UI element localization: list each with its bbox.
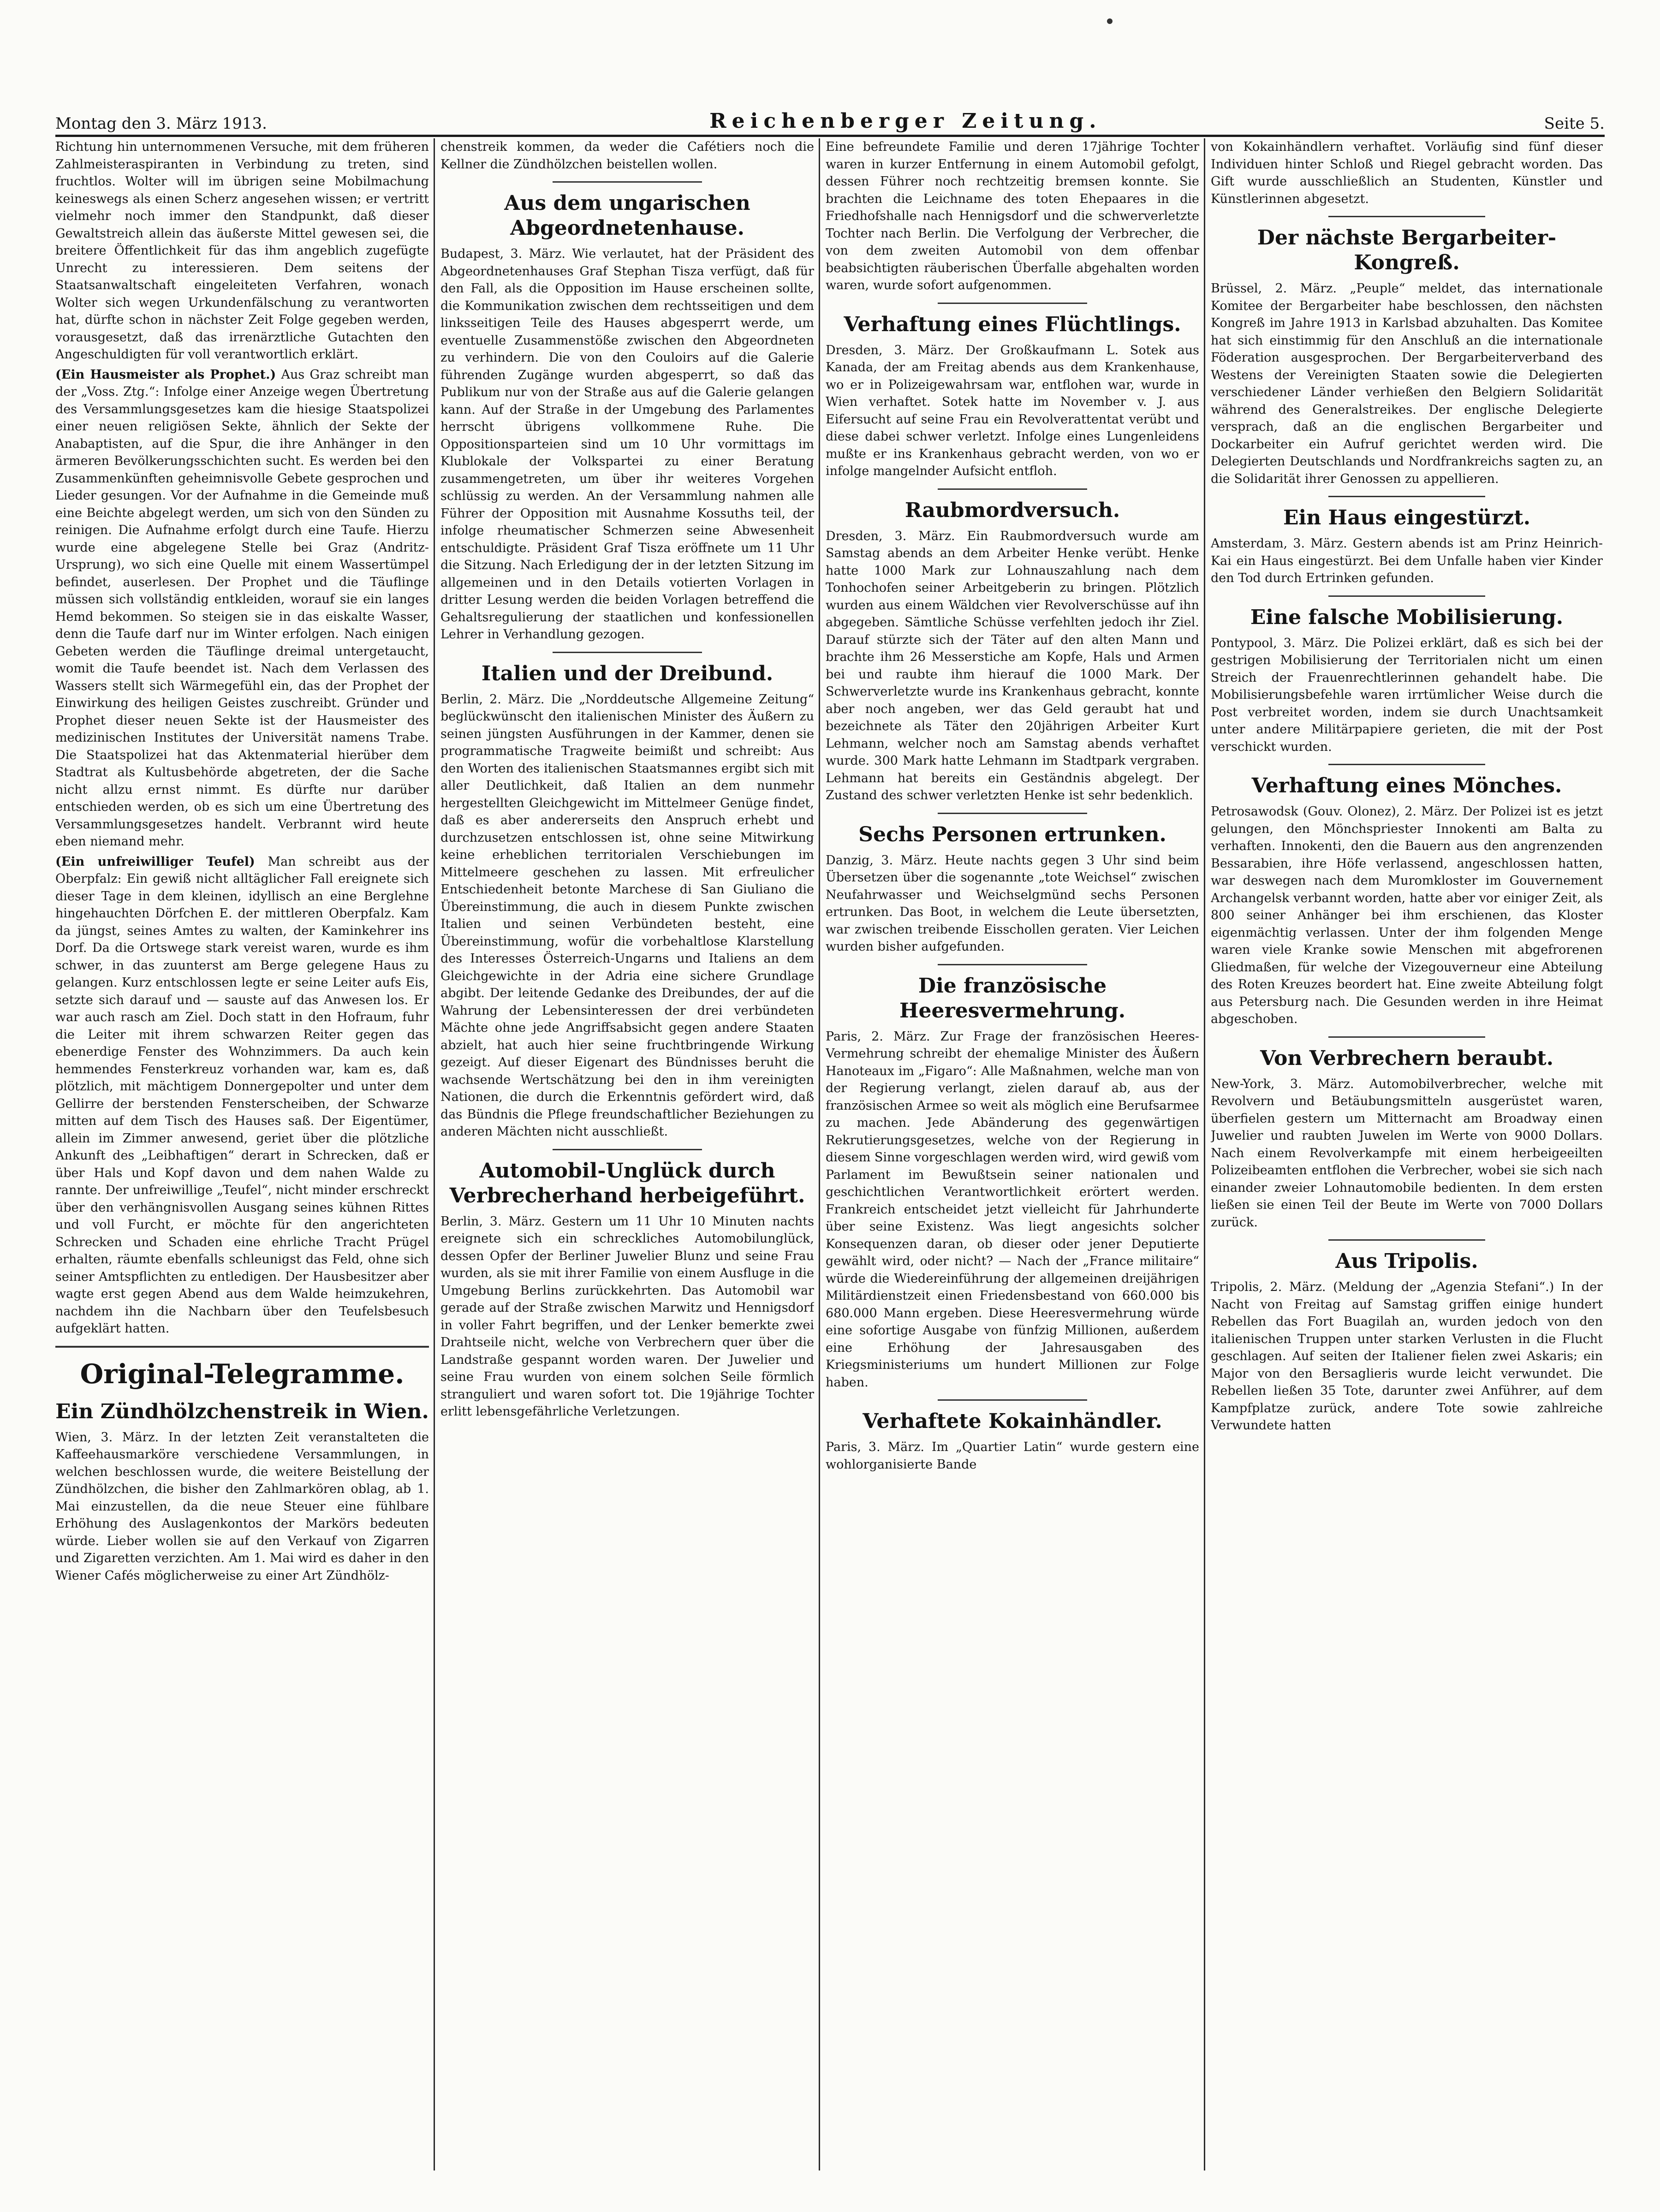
paper-title: Reichenberger Zeitung.: [709, 109, 1102, 133]
article-text: Aus Graz schreibt man der „Voss. Ztg.“: Infolge einer Anzeige wegen Übertretung des Versammlungsgesetzes kam die hiesige Staatspolizei einer neuen religiösen Sekte, ähnlich der Sekte der Anabaptisten, auf die Spur, die ihre Anhänger in den ärmeren Bevölkerungsschichten sucht. Es werden bei den Zusammenkünften geheimnisvolle Gebete gesprochen und Lieder gesungen. Vor der Aufnahme in die Gemeinde muß eine Beichte abgelegt werden, um sich von den Sünden zu reinigen. Die Aufnahme erfolgt durch eine Taufe. Hierzu wurde eine abgelegene Stelle bei Graz (Andritz-Ursprung), wo sich eine Quelle mit einem Wassertümpel befindet, auserlesen. Der Prophet und die Täuflinge müssen sich vollständig entkleiden, worauf sie ein langes Hemd bekommen. So steigen sie in das eiskalte Wasser, denn die Taufe darf nur im Winter erfolgen. Nach einigen Gebeten werden die Täuflinge dreimal untergetaucht, womit die Taufe beendet ist. Nach dem Verlassen des Wassers stellt sich Wärmegefühl ein, das der Prophet der Einwirkung des heiligen Geistes zuschreibt. Gründer und Prophet dieser neuen Sekte ist der Hausmeister des medizinischen Institutes der Universität namens Trabe. Die Staatspolizei hat das Aktenmaterial hierüber dem Stadtrat als Kultusbehörde abgetreten, der die Sache nicht allzu ernst nimmt. Es dürfte nur darüber entschieden werden, ob es sich um eine Übertretung des Versammlungsgesetzes handelt. Verbrannt wird heute eben niemand mehr.: [55, 367, 429, 849]
divider: [1328, 1036, 1485, 1038]
article-text: Paris, 3. März. Im „Quartier Latin“ wurde gestern eine wohlorganisierte Bande: [826, 1440, 1199, 1472]
column-divider: [434, 138, 435, 2170]
divider: [938, 813, 1087, 814]
divider: [1328, 1239, 1485, 1241]
article-text: Tripolis, 2. März. (Meldung der „Agenzia Stefani“.) In der Nacht von Freitag auf Samstag griffen einige hundert Rebellen das Fort Buagilah an, wurden jedoch von den italienischen Truppen unter starken Verlusten in die Flucht geschlagen. Auf seiten der Italiener fielen zwei Askaris; ein Major von den Bersaglieris wurde leicht verwundet. Die Rebellen ließen 35 Tote, darunter zwei Anführer, auf dem Kampfplatze zurück, andere Tote sowie zahlreiche Verwundete hatten: [1211, 1280, 1603, 1433]
page-number: Seite 5.: [1544, 114, 1605, 133]
article-heading: Verhaftung eines Flüchtlings.: [844, 312, 1181, 336]
article-text: Wien, 3. März. In der letzten Zeit veranstalteten die Kaffeehausmarköre verschiedene Versammlungen, in welchen beschlossen wurde, die weitere Beistellung der Zündhölzchen, die bisher den Zahlmarkören oblag, ab 1. Mai einzustellen, da die neue Steuer eine fühlbare Erhöhung des Auslagenkontos der Markörs bedeuten würde. Lieber wollen sie auf den Verkauf von Zigarren und Zigaretten verzichten. Am 1. Mai wird es daher in den Wiener Cafés möglicherweise zu einer Art Zündhölz-: [55, 1430, 429, 1583]
article-text: von Kokainhändlern verhaftet. Vorläufig sind fünf dieser Individuen hinter Schloß und Riegel gebracht worden. Das Gift wurde ausschließlich an Studenten, Künstler und Künstlerinnen abgesetzt.: [1211, 140, 1603, 206]
article-heading: (Ein Hausmeister als Prophet.): [55, 367, 276, 382]
column-divider: [819, 138, 820, 2170]
article-heading: Ein Zündhölzchenstreik in Wien.: [55, 1399, 429, 1423]
article-heading: Eine falsche Mobilisierung.: [1250, 605, 1564, 629]
divider: [1328, 496, 1485, 497]
article-text: Berlin, 3. März. Gestern um 11 Uhr 10 Minuten nachts ereignete sich ein schreckliches Automobilunglück, dessen Opfer der Berliner Juwelier Blunz und seine Frau wurden, als sie mit ihrer Familie von einem Ausfluge in die Umgebung Berlins zurückkehrten. Das Automobil war gerade auf der Straße zwischen Marwitz und Hennigsdorf in voller Fahrt begriffen, und der Lenker bemerkte zwei Drahtseile nicht, welche von Verbrechern quer über die Landstraße gespannt worden waren. Der Juwelier und seine Frau wurden von einem solchen Seile förmlich stranguliert und waren sofort tot. Die 19jährige Tochter erlitt lebensgefährliche Verletzungen.: [440, 1214, 814, 1419]
column-divider: [1204, 138, 1205, 2170]
article-text: Dresden, 3. März. Der Großkaufmann L. Sotek aus Kanada, der am Freitag abends aus dem Krankenhause, wo er in Polizeigewahrsam war, entflohen war, wurde in Wien verhaftet. Sotek hatte im November v. J. aus Eifersucht auf seine Frau ein Revolverattentat verübt und diese dabei schwer verletzt. Infolge eines Lungenleidens mußte er ins Krankenhaus gebracht werden, von wo er infolge mangelnder Aufsicht entfloh.: [826, 343, 1199, 478]
page-header: [55, 101, 1605, 133]
article-heading: Verbrecherhand herbeigeführt.: [449, 1183, 805, 1207]
article-heading: Raubmordversuch.: [904, 498, 1120, 522]
article-text: Pontypool, 3. März. Die Polizei erklärt, daß es sich bei der gestrigen Mobilisierung der Territorialen nicht um einen Streich der Frauenrechtlerinnen gehandelt habe. Die Mobilisierungsbefehle waren irrtümlicher Weise durch die Post verbreitet worden, indem sie durch Unachtsamkeit unter andere Militärpapiere gerieten, die mit der Post verschickt wurden.: [1211, 636, 1603, 754]
article-heading: Der nächste Bergarbeiter-Kongreß.: [1257, 226, 1557, 274]
article-text: Amsterdam, 3. März. Gestern abends ist am Prinz Heinrich-Kai ein Haus eingestürzt. Bei dem Unfalle haben vier Kinder den Tod durch Ertrinken gefunden.: [1211, 536, 1603, 585]
article-text: Petrosawodsk (Gouv. Olonez), 2. März. Der Polizei ist es jetzt gelungen, den Mönchspriester Innokenti am Balta zu verhaften. Innokenti, den die Bauern aus den angrenzenden Bessarabien, ihre Höfe verlassend, angeschlossen hatten, war deswegen nach dem Muromkloster im Gouvernement Archangelsk verbannt worden, hatte aber vor einiger Zeit, als 800 seiner Anhänger bei ihm erschienen, das Kloster eigenmächtig verlassen. Unter der ihm folgenden Menge waren viele Kranke sowie Menschen mit abgefrorenen Gliedmaßen, für welche der Vizegouverneur eine Abteilung des Roten Kreuzes beordert hat. Eine zweite Abteilung folgt aus Petersburg nach. Die Gesunden werden in ihre Heimat abgeschoben.: [1211, 804, 1603, 1026]
article-text: Dresden, 3. März. Ein Raubmordversuch wurde am Samstag abends an dem Arbeiter Henke verübt. Henke hatte 1000 Mark zur Lohnauszahlung nach dem Tonhochofen seiner Arbeitgeberin zu bringen. Plötzlich wurden aus einem Wäldchen vier Revolverschüsse auf ihn abgegeben. Sämtliche Schüsse verfehlten jedoch ihr Ziel. Darauf stürzte sich der Täter auf den alten Mann und brachte ihm 26 Messerstiche am Kopfe, Hals und Armen bei und raubte ihm hierauf die 1000 Mark. Der Schwerverletzte wurde ins Krankenhaus gebracht, konnte aber noch angeben, wer das Geld geraubt hat und bezeichnete als Täter den 20jährigen Arbeiter Kurt Lehmann, welcher noch am Samstag abends verhaftet wurde. 300 Mark hatte Lehmann im Stadtpark vergraben. Lehmann hat bereits ein Geständnis abgelegt. Der Zustand des schwer verletzten Henke ist sehr bedenklich.: [826, 529, 1199, 803]
divider: [55, 1346, 429, 1348]
article-text: Paris, 2. März. Zur Frage der französischen Heeres-Vermehrung schreibt der ehemalige Minister des Äußern Hanoteaux im „Figaro“: Alle Maßnahmen, welche man von der Regierung verlangt, zielen darauf ab, aus der französischen Armee so weit als möglich eine Berufsarmee zu machen. Jede Abänderung des gegenwärtigen Rekrutierungsgesetzes, welche von der Regierung in diesem Sinne vorgeschlagen werden wird, wird gewiß vom Parlament im Bewußtsein seiner nationalen und geschichtlichen Verantwortlichkeit erörtert werden. Frankreich entscheidet jetzt vielleicht für Jahrhunderte über seine Existenz. Was liegt angesichts solcher Konsequenzen daran, ob dieser oder jener Deputierte gewählt wird, oder nicht? — Nach der „France militaire“ würde die Wiedereinführung der allgemeinen dreijährigen Militärdienstzeit einen Friedensbestand von 660.000 bis 680.000 Mann ergeben. Diese Heeresvermehrung würde eine sofortige Ausgabe von fünfzig Millionen, außerdem eine Erhöhung der Jahresausgaben des Kriegsministeriums um hundert Millionen zur Folge haben.: [826, 1029, 1199, 1390]
divider: [1328, 595, 1485, 597]
divider: [553, 1149, 702, 1150]
section-title: Original-Telegramme.: [80, 1358, 405, 1390]
divider: [938, 1399, 1087, 1401]
issue-date: Montag den 3. März 1913.: [55, 114, 267, 133]
divider: [938, 964, 1087, 965]
article-text: Budapest, 3. März. Wie verlautet, hat der Präsident des Abgeordnetenhauses Graf Stephan Tisza verfügt, daß für den Fall, als die Opposition im Hause erscheinen sollte, die Kommunikation zwischen dem rechtsseitigen und dem linksseitigen Teile des Hauses abgesperrt werde, um eventuelle Zusammenstöße zwischen den Abgeordneten zu verhindern. Die von den Couloirs auf die Galerie führenden Zugänge wurden abgesperrt, so daß das Publikum nur von der Straße aus auf die Galerie gelangen kann. Auf der Straße in der Umgebung des Parlamentes herrscht übrigens vollkommene Ruhe. Die Oppositionsparteien sind um 10 Uhr vormittags im Klublokale der Volkspartei zu einer Beratung zusammengetreten, um über ihr weiteres Vorgehen schlüssig zu werden. An der Versammlung nahmen alle Führer der Opposition mit Ausnahme Kossuths teil, der infolge rheumatischer Schmerzen seine Abwesenheit entschuldigte. Präsident Graf Tisza eröffnete um 11 Uhr die Sitzung. Nach Erledigung der in der letzten Sitzung im allgemeinen und in den Details votierten Vorlagen in dritter Lesung werden die beiden Vorlagen betreffend die Gehaltsregulierung der staatlichen und konfessionellen Lehrer in Verhandlung gezogen.: [440, 247, 814, 642]
article-heading: Verhaftete Kokainhändler.: [863, 1409, 1162, 1433]
article-text: Brüssel, 2. März. „Peuple“ meldet, das internationale Komitee der Bergarbeiter habe beschlossen, den nächsten Kongreß im Jahre 1913 in Karlsbad abzuhalten. Das Komitee hat sich einstimmig für den Anschluß an die internationale Föderation ausgesprochen. Der Bergarbeiterverband des Westens der Vereinigten Staaten sowie die Delegierten verschiedener Länder verhießen den Belgiern Solidarität während des Generalstreikes. Der englische Delegierte versprach, daß an die englischen Bergarbeiter und Dockarbeiter ein Aufruf gerichtet werden wird. Die Delegierten Deutschlands und Nordfrankreichs sagten zu, an die Solidarität ihrer Genossen zu appellieren.: [1211, 281, 1603, 486]
article-heading: Ein Haus eingestürzt.: [1283, 506, 1531, 529]
divider: [938, 488, 1087, 490]
column-3: [826, 138, 1199, 2170]
divider: [938, 303, 1087, 304]
divider: [1328, 216, 1485, 217]
article-heading: Italien und der Dreibund.: [481, 661, 773, 685]
divider: [1328, 764, 1485, 765]
article-text: chenstreik kommen, da weder die Cafétiers noch die Kellner die Zündhölzchen beistellen wollen.: [440, 140, 814, 172]
article-text: Berlin, 2. März. Die „Norddeutsche Allgemeine Zeitung“ beglückwünscht den italienischen Minister des Äußern zu seinen jüngsten Ausführungen in der Kammer, denen sie programmatische Tragweite beimißt und schreibt: Aus den Worten des italienischen Staatsmannes ergibt sich mit aller Deutlichkeit, daß Italien an dem nunmehr hergestellten Gleichgewicht im Mittelmeer Genüge findet, daß es aber andererseits den Anspruch erhebt und durchzusetzen entschlossen ist, ohne seine Mitwirkung keine erheblichen territorialen Verschiebungen im Mittelmeere geschehen zu lassen. Mit erfreulicher Entschiedenheit betonte Marchese di San Giuliano die Übereinstimmung, die auch in diesem Punkte zwischen Italien und seinen Verbündeten besteht, eine Übereinstimmung, wofür die vorbehaltlose Klarstellung des Interesses Österreich-Ungarns und Italiens an dem Gleichgewichte in der Adria eine sichere Grundlage abgibt. Der leitende Gedanke des Dreibundes, der auf die Wahrung der Lebensinteressen der drei verbündeten Mächte ohne jede Angriffsabsicht gegen andere Staaten abzielt, hat auch hier seine fruchtbringende Wirkung gezeigt. Auf dieser Eigenart des Bündnisses beruht die wachsende Wertschätzung bei den in ihm vereinigten Nationen, die durch die Erkenntnis gefördert wird, daß das Bündnis die Pflege freundschaftlicher Beziehungen zu anderen Mächten nicht ausschließt.: [440, 692, 814, 1139]
article-heading: Aus Tripolis.: [1335, 1249, 1478, 1273]
ink-mark: [1107, 18, 1113, 24]
article-heading: Automobil-Unglück durch: [479, 1159, 775, 1183]
column-1: [55, 138, 429, 2170]
article-heading: Von Verbrechern beraubt.: [1260, 1046, 1554, 1070]
column-4: [1211, 138, 1603, 2170]
article-text: Richtung hin unternommenen Versuche, mit dem früheren Zahlmeisteraspiranten in Verbindung zu treten, sind fruchtlos. Wolter will im übrigen seine Mobilmachung keineswegs als einen Scherz angesehen wissen; er vertritt vielmehr noch immer den Standpunkt, daß dieser Gewaltstreich allein das äußerste Mittel gewesen sei, die breitere Öffentlichkeit für das ihm angeblich zugefügte Unrecht zu interessieren. Dem seitens der Staatsanwaltschaft eingeleiteten Verfahren, wonach Wolter sich wegen Urkundenfälschung zu verantworten hat, dürfte schon in nächster Zeit Folge gegeben werden, vorausgesetzt, daß das irrenärztliche Gutachten den Angeschuldigten für voll verantwortlich erklärt.: [55, 140, 429, 362]
article-text: Eine befreundete Familie und deren 17jährige Tochter waren in kurzer Entfernung in einem Automobil gefolgt, dessen Führer noch rechtzeitig bremsen konnte. Sie brachten die Leichname des toten Ehepaares in die Friedhofshalle nach Hennigsdorf und die schwerverletzte Tochter nach Berlin. Die Verfolgung der Verbrecher, die von dem zweiten Automobil von dem offenbar beabsichtigten räuberischen Überfalle abgehalten worden waren, wurde sofort aufgenommen.: [826, 140, 1199, 292]
article-text: Man schreibt aus der Oberpfalz: Ein gewiß nicht alltäglicher Fall ereignete sich dieser Tage in dem kleinen, idyllisch an eine Berglehne hingehauchten Dörfchen E. der mittleren Oberpfalz. Kam da jüngst, seines Amtes zu walten, der Kaminkehrer ins Dorf. Da die Ortswege stark vereist waren, wurde es ihm schwer, in das zuunterst am Berge gelegene Haus zu gelangen. Kurz entschlossen legte er seine Leiter aufs Eis, setzte sich darauf und — sauste auf das Anwesen los. Er war auch rasch am Ziel. Doch statt in den Hofraum, fuhr die Leiter mit ihrem schwarzen Reiter gegen das ebenerdige Fenster des Wohnzimmers. Da auch kein hemmendes Fensterkreuz vorhanden war, kam es, daß plötzlich, mit mächtigem Donnergepolter und unter dem Gellirre der berstenden Fensterscheiben, der Schwarze mitten auf dem Tisch des Hauses saß. Der Eigentümer, allein im Zimmer anwesend, geriet über die plötzliche Ankunft des „Leibhaftigen“ derart in Schrecken, daß er über Hals und Kopf davon und dem nahen Walde zu rannte. Der unfreiwillige „Teufel“, nicht minder erschreckt über den verhängnisvollen Ausgang seines kühnen Rittes und voll Furcht, er möchte für den angerichteten Schrecken und Schaden eine ehrliche Tracht Prügel erhalten, räumte ebenfalls schleunigst das Feld, ohne sich seiner Amtspflichten zu entledigen. Der Hausbesitzer aber wagte erst gegen Abend aus dem Walde heimzukehren, nachdem ihn die Nachbarn über den Teufelsbesuch aufgeklärt hatten.: [55, 854, 429, 1336]
divider: [553, 181, 702, 183]
article-text: New-York, 3. März. Automobilverbrecher, welche mit Revolvern und Betäubungsmitteln ausgerüstet waren, überfielen gestern um Mitternacht am Broadway einen Juwelier und raubten Juwelen im Werte von 9000 Dollars. Nach einem Revolverkampfe mit einem herbeigeeilten Polizeibeamten entflohen die Verbrecher, wobei sie sich nach einander zweier Lohnautomobile bedienten. In dem ersten ließen sie einen Teil der Beute im Werte von 7000 Dollars zurück.: [1211, 1076, 1603, 1230]
article-heading: Verhaftung eines Mönches.: [1251, 774, 1562, 797]
article-heading: Die französische Heeresvermehrung.: [899, 974, 1126, 1023]
header-rule: [55, 135, 1605, 137]
article-text: Danzig, 3. März. Heute nachts gegen 3 Uhr sind beim Übersetzen über die sogenannte „tote Weichsel“ zwischen Neufahrwasser und Weichselgmünd sechs Personen ertrunken. Das Boot, in welchem die Leute übersetzten, war zwischen treibende Eisschollen geraten. Vier Leichen wurden bisher aufgefunden.: [826, 853, 1199, 954]
article-heading: Aus dem ungarischen Abgeordnetenhause.: [504, 191, 750, 240]
article-heading: Sechs Personen ertrunken.: [858, 822, 1166, 846]
column-2: [440, 138, 814, 2170]
article-heading: (Ein unfreiwilliger Teufel): [55, 854, 255, 869]
divider: [553, 652, 702, 653]
